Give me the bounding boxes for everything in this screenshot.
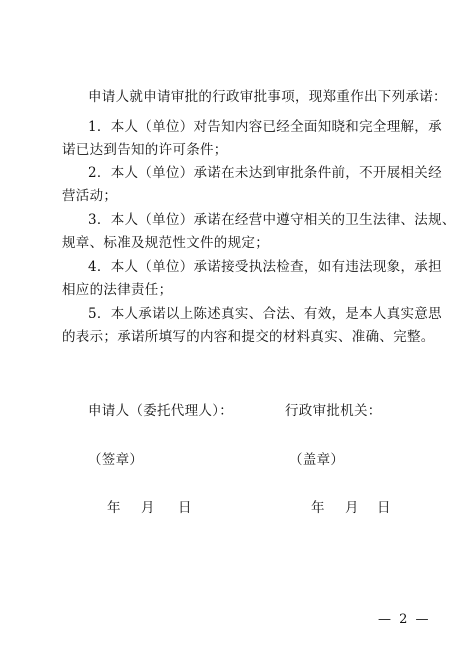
commitment-item-4-line-1: 4．本人（单位）承诺接受执法检查，如有违法现象，承担 — [88, 259, 442, 275]
authority-seal-placeholder: （盖章） — [289, 452, 345, 468]
applicant-signature-placeholder: （签章） — [88, 452, 144, 468]
commitment-item-5-line-1: 5．本人承诺以上陈述真实、合法、有效，是本人真实意思 — [88, 306, 442, 322]
commitment-item-1-line-1: 1．本人（单位）对告知内容已经全面知晓和完全理解，承 — [88, 119, 442, 135]
page-number: — 2 — — [378, 612, 431, 627]
applicant-date-day: 日 — [178, 500, 192, 516]
authority-label: 行政审批机关： — [285, 403, 382, 419]
applicant-date-year: 年 — [107, 500, 121, 516]
commitment-intro: 申请人就申请审批的行政审批事项，现郑重作出下列承诺： — [88, 89, 447, 105]
authority-date-month: 月 — [345, 500, 359, 516]
commitment-item-3-line-1: 3．本人（单位）承诺在经营中遵守相关的卫生法律、法规、 — [88, 212, 456, 228]
commitment-item-3-line-2: 规章、标准及规范性文件的规定； — [62, 235, 269, 251]
commitment-item-2-line-2: 营活动； — [62, 188, 118, 204]
commitment-item-2-line-1: 2．本人（单位）承诺在未达到审批条件前，不开展相关经 — [88, 165, 442, 181]
applicant-label: 申请人（委托代理人）： — [88, 403, 234, 419]
commitment-item-1-line-2: 诺已达到告知的许可条件； — [62, 142, 228, 158]
applicant-date-month: 月 — [141, 500, 155, 516]
commitment-item-4-line-2: 相应的法律责任； — [62, 282, 173, 298]
authority-date-year: 年 — [311, 500, 325, 516]
authority-date-day: 日 — [377, 500, 391, 516]
commitment-item-5-line-2: 的表示；承诺所填写的内容和提交的材料真实、准确、完整。 — [62, 329, 435, 345]
